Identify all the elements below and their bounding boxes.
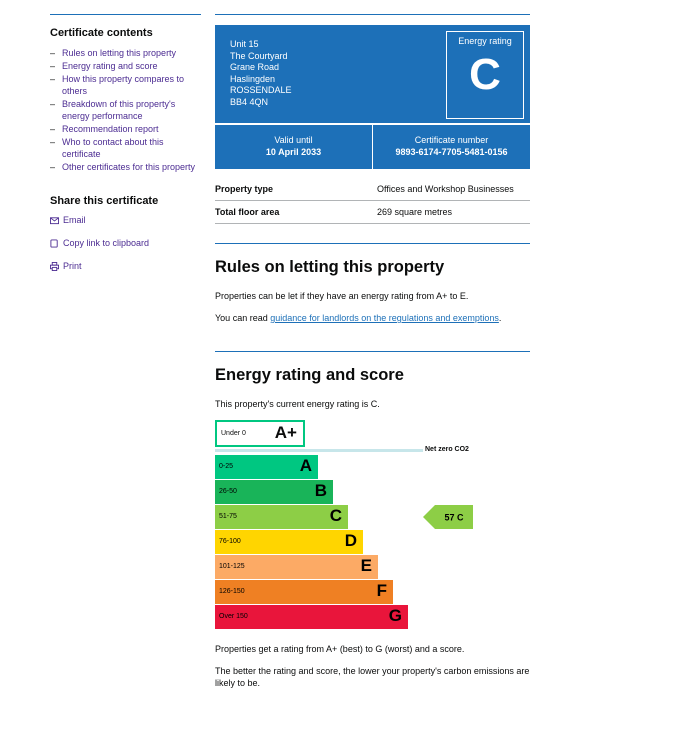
property-address: [230, 39, 292, 109]
letting-heading: Rules on letting this property: [215, 258, 445, 276]
valid-until-label: Valid until: [274, 135, 313, 145]
certificate-number-label: Certificate number: [414, 135, 489, 145]
band-range-label: 51-75: [219, 513, 237, 520]
certificate-number-cell: [373, 125, 530, 169]
band-letter: A: [299, 456, 312, 475]
contents-list: [50, 47, 201, 173]
band-range-label: 26-50: [219, 488, 237, 495]
guidance-suffix: .: [498, 313, 502, 323]
energy-rating-letter: C: [469, 50, 501, 99]
copy-icon: [50, 239, 59, 248]
band-range-label: Under 0: [221, 430, 246, 437]
main-content: [215, 14, 530, 699]
envelope-icon: [50, 216, 59, 225]
valid-until-date: 10 April 2033: [265, 147, 322, 157]
sidebar-divider: [50, 14, 201, 15]
table-row: [215, 178, 530, 201]
energy-rating-chart: [215, 420, 530, 635]
band-letter: C: [329, 506, 342, 525]
band-range-label: 76-100: [219, 538, 241, 545]
contents-link-recommendation[interactable]: – Recommendation report: [50, 123, 201, 135]
contents-link-contact[interactable]: – Who to contact about this certificate: [50, 136, 201, 160]
energy-heading: Energy rating and score: [215, 366, 404, 384]
band-d: [215, 530, 363, 554]
current-score-label: 57 C: [444, 512, 464, 523]
energy-rating-box: [446, 31, 524, 119]
band-letter: G: [388, 606, 402, 625]
current-rating-marker: [423, 505, 473, 529]
valid-until-cell: [215, 125, 372, 169]
energy-paragraph: Properties get a rating from A+ (best) to G (worst) and a score.: [215, 644, 465, 654]
energy-rating-label: Energy rating: [458, 36, 512, 46]
guidance-prefix: You can read: [215, 313, 271, 323]
guidance-link[interactable]: guidance for landlords on the regulations and exemptions: [270, 313, 499, 323]
band-c: [215, 505, 348, 529]
band-letter: F: [376, 581, 387, 600]
address-line: Haslingden: [230, 73, 276, 84]
band-letter: B: [314, 481, 327, 500]
band-a-plus: [215, 420, 305, 447]
section-divider: [215, 351, 530, 352]
table-row: [215, 201, 530, 224]
energy-intro: This property's current energy rating is C.: [215, 399, 380, 409]
band-b: [215, 480, 333, 504]
band-a: [215, 455, 318, 479]
contents-link-rules[interactable]: – Rules on letting this property: [50, 47, 201, 59]
address-line: The Courtyard: [230, 50, 288, 61]
property-type-label: Property type: [215, 178, 377, 201]
contents-link-other-certificates[interactable]: – Other certificates for this property: [50, 161, 201, 173]
contents-link-energy-rating[interactable]: – Energy rating and score: [50, 60, 201, 72]
property-summary-table: [215, 178, 530, 224]
energy-paragraph: The better the rating and score, the lower your property's carbon emissions are likely to be.: [215, 666, 530, 688]
share-email-link[interactable]: [50, 215, 201, 225]
address-line: Unit 15: [230, 39, 259, 49]
net-zero-label: Net zero CO2: [425, 446, 469, 453]
share-copy-link[interactable]: [50, 238, 201, 248]
net-zero-line: [215, 449, 423, 452]
band-letter: E: [360, 556, 372, 575]
address-line: Grane Road: [230, 62, 280, 73]
share-print-link[interactable]: [50, 261, 201, 271]
certificate-footer: [215, 125, 530, 169]
energy-section: [215, 351, 530, 689]
certificate-header: [215, 25, 530, 123]
property-type-value: Offices and Workshop Businesses: [377, 178, 530, 201]
share-print-label: Print: [63, 261, 82, 271]
band-range-label: 126-150: [219, 588, 245, 595]
address-line: BB4 4QN: [230, 96, 269, 107]
band-letter: A+: [274, 423, 297, 442]
share-heading: Share this certificate: [50, 195, 159, 207]
letting-guidance-paragraph: [215, 312, 530, 324]
contents-heading: Certificate contents: [50, 27, 153, 39]
band-g: [215, 605, 408, 629]
floor-area-value: 269 square metres: [377, 201, 530, 224]
band-range-label: Over 150: [219, 613, 248, 620]
share-copy-label: Copy link to clipboard: [63, 238, 150, 248]
band-e: [215, 555, 378, 579]
contents-link-breakdown[interactable]: – Breakdown of this property's energy performance: [50, 98, 201, 122]
sidebar: [50, 14, 201, 284]
band-letter: D: [344, 531, 357, 550]
printer-icon: [50, 262, 59, 271]
main-divider: [215, 14, 530, 15]
band-range-label: 0-25: [219, 463, 234, 470]
section-divider: [215, 243, 530, 244]
band-range-label: 101-125: [219, 563, 245, 570]
contents-link-compare[interactable]: – How this property compares to others: [50, 73, 201, 97]
address-line: ROSSENDALE: [230, 85, 292, 96]
floor-area-label: Total floor area: [215, 201, 377, 224]
certificate-number: 9893-6174-7705-5481-0156: [395, 147, 508, 157]
letting-section: [215, 243, 530, 324]
letting-paragraph: Properties can be let if they have an energy rating from A+ to E.: [215, 291, 469, 301]
share-email-label: Email: [63, 215, 86, 225]
band-f: [215, 580, 393, 604]
